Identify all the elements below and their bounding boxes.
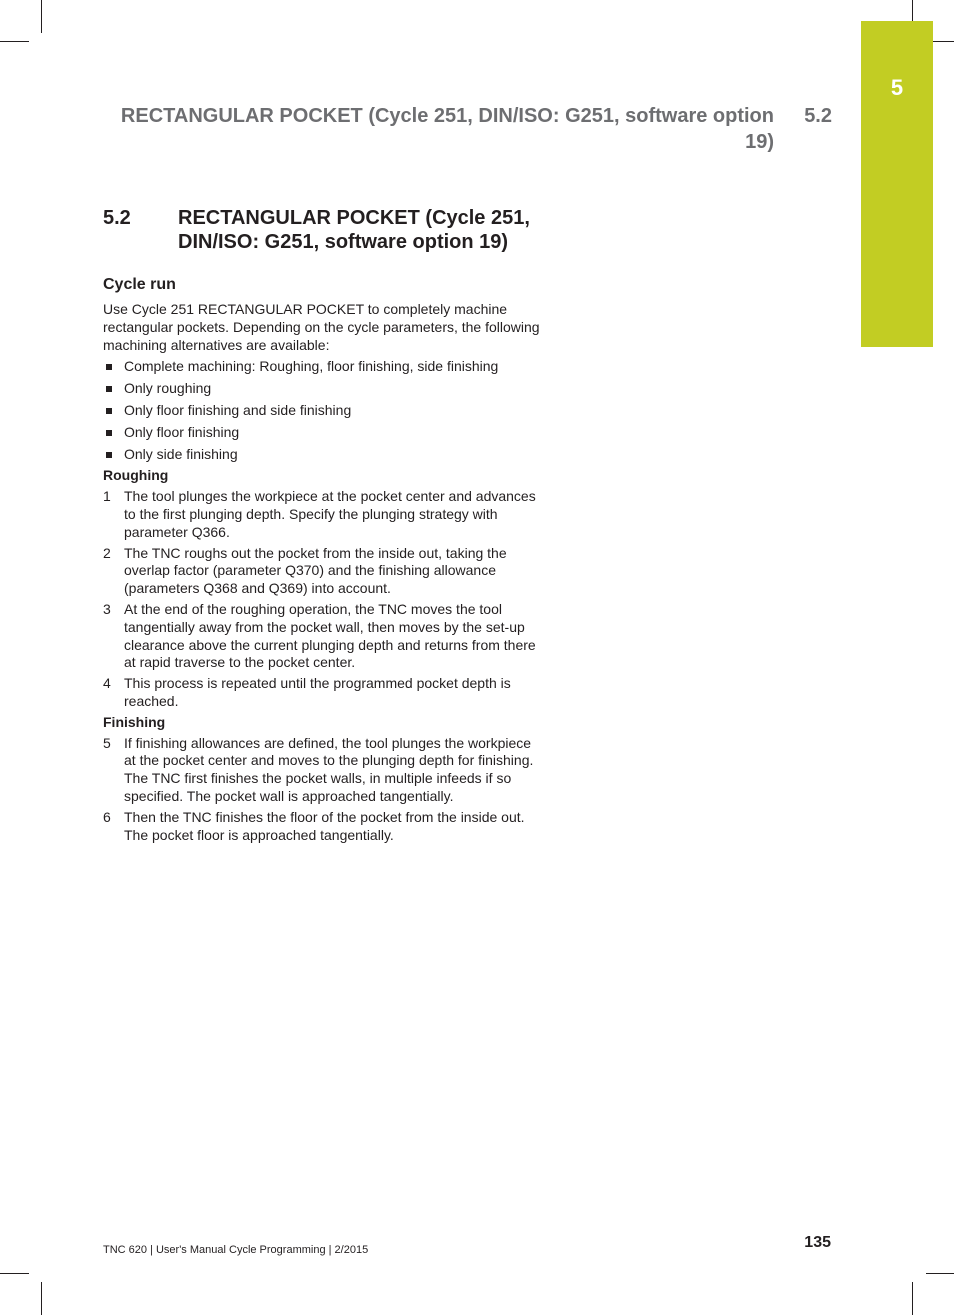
cycle-run-intro: Use Cycle 251 RECTANGULAR POCKET to completely machine rectangular pockets. Depending on the cycle parameters, the following machining alternatives are available: — [103, 301, 540, 353]
step-item: 6 Then the TNC finishes the floor of the pocket from the inside out. The pocket floor is approached tangentially. — [103, 808, 525, 843]
step-item: 1 The tool plunges the workpiece at the pocket center and advances to the first plunging depth. Specify the plunging strategy with parameter Q366. — [103, 488, 536, 540]
bullet-icon — [106, 386, 112, 392]
roughing-heading: Roughing — [103, 467, 169, 484]
list-item: Only side finishing — [103, 446, 543, 464]
list-item: Only floor finishing — [103, 424, 543, 442]
crop-mark — [912, 1282, 913, 1315]
chapter-number: 5 — [890, 75, 904, 100]
list-item: Complete machining: Roughing, floor finishing, side finishing — [103, 358, 543, 376]
list-item: Only floor finishing and side finishing — [103, 402, 543, 420]
step-item: 3 At the end of the roughing operation, the TNC moves the tool tangentially away from the pocket wall, then moves by the set-up clearance above the current plunging depth and returns from there at rapid traverse to the pocket center. — [103, 600, 536, 671]
running-header-section-number: 5.2 — [804, 105, 832, 127]
bullet-icon — [106, 430, 112, 436]
crop-mark — [0, 1273, 29, 1274]
step-item: 4 This process is repeated until the programmed pocket depth is reached. — [103, 675, 511, 709]
footer-text: TNC 620 | User's Manual Cycle Programming | 2/2015 — [103, 1244, 369, 1256]
step-item: 2 The TNC roughs out the pocket from the inside out, taking the overlap factor (parameter Q370) and the finishing allowance (parameters Q368 and Q369) into account. — [103, 544, 507, 597]
chapter-tab — [861, 21, 933, 347]
crop-mark — [0, 41, 29, 42]
cycle-run-heading: Cycle run — [103, 276, 176, 293]
finishing-heading: Finishing — [103, 713, 166, 730]
alternatives-list — [103, 358, 543, 463]
bullet-icon — [106, 364, 112, 370]
list-item: Only roughing — [103, 380, 543, 398]
crop-mark — [926, 1273, 954, 1274]
bullet-icon — [106, 452, 112, 458]
section-number: 5.2 — [103, 207, 131, 229]
page-number: 135 — [804, 1234, 831, 1251]
roughing-steps — [103, 488, 543, 711]
finishing-steps — [103, 735, 543, 845]
running-header-title: RECTANGULAR POCKET (Cycle 251, DIN/ISO: G251, software option 19) — [120, 105, 774, 153]
step-item: 5 If finishing allowances are defined, the tool plunges the workpiece at the pocket center and moves to the plunging depth for finishing. The TNC first finishes the pocket walls, in multiple infeeds if so specified. The pocket wall is approached tangentially. — [103, 734, 534, 804]
crop-mark — [41, 0, 42, 33]
main-content — [103, 275, 543, 847]
crop-mark — [41, 1282, 42, 1315]
section-title: RECTANGULAR POCKET (Cycle 251, DIN/ISO: G251, software option 19) — [178, 207, 530, 253]
bullet-icon — [106, 408, 112, 414]
